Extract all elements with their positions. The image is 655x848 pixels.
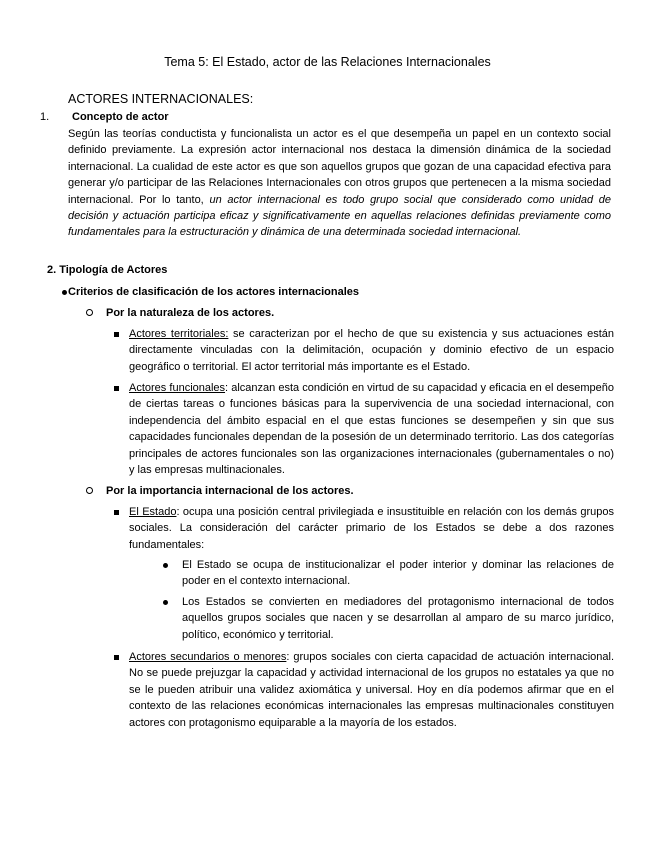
item-el-estado [129, 504, 614, 553]
square-bullet-icon [114, 655, 119, 660]
square-bullet-icon [114, 510, 119, 515]
reason-2: Los Estados se convierten en mediadores del protagonismo internacional de todos aquellos grupos sociales que nacen y se desarrollan al amparo de su marco jurídico, político, económico y territorial. [182, 596, 614, 641]
bullet-dot-icon [163, 600, 168, 605]
bullet-dot-icon [62, 290, 67, 295]
heading-concepto [40, 109, 169, 125]
square-bullet-icon [114, 386, 119, 391]
criteria-heading: Criterios de clasificación de los actores internacionales [68, 286, 360, 298]
heading-number: 1. [40, 111, 50, 123]
heading-tipologia: 2. Tipología de Actores [47, 264, 168, 276]
paragraph-plain: Según las teorías conductista y funcionalista un actor es el que desempeña un papel en un contexto social definido previamente. La expresión actor internacional nos destaca la dimensión dinámica de la sociedad internacional. La cualidad de este actor es que son aquellos grupos que gozan de una capacidad efectiva para generar y/o participar de las Relaciones Internacionales con otros grupos que pertenecen a la misma sociedad internacional. Por lo tanto, [68, 128, 611, 206]
bullet-dot-icon [163, 563, 168, 568]
term-estado: El Estado [129, 506, 177, 518]
term-funcionales: Actores funcionales [129, 382, 226, 394]
item-actores-territoriales [129, 326, 614, 375]
desc-territoriales: se caracterizan por el hecho de que su existencia y sus actuaciones están directamente vinculadas con la delimitación, ocupación y dominio efectivo de un espacio geográfico o territorial. El actor territorial más importante es el Estado. [129, 328, 614, 373]
term-secundarios: Actores secundarios o menores [129, 651, 287, 663]
desc-funcionales: : alcanzan esta condición en virtud de su capacidad y eficacia en el desempeño de ciertas tareas o funciones básicas para la supervivencia de una sociedad internacional, con independencia del ámbito espacial en el que estas funciones se desempeñen y sin que sus capacidades funcionales dependan de la posesión de un determinado territorio. Las dos categorías principales de actores funcionales son las organizaciones internacionales (gubernamentales o no) y las empresas multinacionales. [129, 382, 614, 477]
square-bullet-icon [114, 332, 119, 337]
naturaleza-heading: Por la naturaleza de los actores. [106, 307, 275, 319]
hollow-bullet-icon [86, 309, 93, 316]
section-heading: ACTORES INTERNACIONALES: [68, 92, 254, 106]
concept-paragraph [68, 126, 611, 241]
item-actores-funcionales [129, 380, 614, 478]
item-actores-secundarios [129, 649, 614, 731]
paragraph-italic: un actor internacional es todo grupo social que considerado como unidad de decisión y actuación participa eficaz y significativamente en aquellas relaciones definidas previamente como fundamentales para la estructuración y dinámica de una determinada sociedad internacional. [68, 193, 611, 239]
desc-estado: : ocupa una posición central privilegiada e insustituible en relación con los demás grupos sociales. La consideración del carácter primario de los Estados se debe a dos razones fundamentales: [129, 506, 614, 551]
importancia-heading: Por la importancia internacional de los actores. [106, 485, 354, 497]
desc-secundarios: : grupos sociales con cierta capacidad de actuación internacional. No se puede prejuzgar la capacidad y actividad internacional de los grupos no estatales ya que no se le pueden atribuir una validez axiomática y universal. Hoy en día podemos afirmar que en el contexto de las relaciones económicas internacionales las empresas multinacionales constituyen actores con protagonismo equiparable a la mayoría de los estados. [129, 651, 615, 729]
heading-text: Concepto de actor [72, 111, 169, 123]
term-territoriales: Actores territoriales: [129, 328, 229, 340]
page-title: Tema 5: El Estado, actor de las Relaciones Internacionales [164, 55, 491, 69]
hollow-bullet-icon [86, 487, 93, 494]
reason-1: El Estado se ocupa de institucionalizar el poder interior y dominar las relaciones de poder en el contexto internacional. [182, 559, 614, 588]
